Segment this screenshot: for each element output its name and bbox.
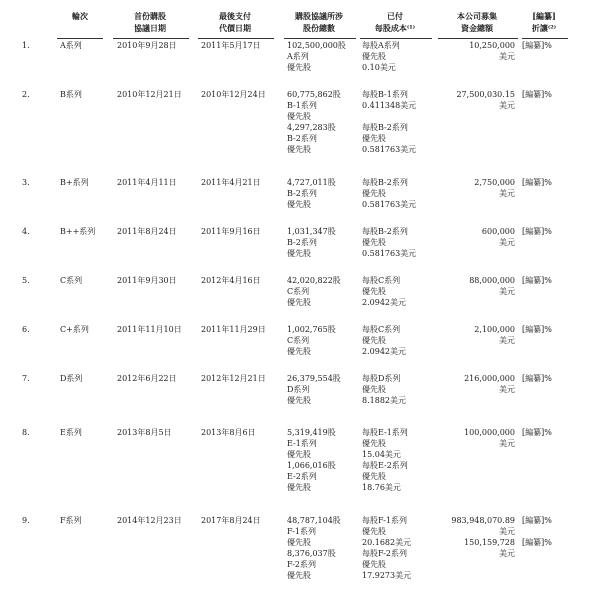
round-name: [60, 324, 110, 335]
round-name: [60, 275, 110, 286]
total-shares-line: 優先股: [287, 298, 311, 307]
cost-per-share-line: 優先股: [362, 527, 386, 536]
first-agreement-date: [117, 373, 197, 384]
last-payment-date-line: 2012年12月21日: [201, 374, 266, 383]
total-raised-line: 美元: [499, 101, 515, 110]
total-raised-line: 美元: [499, 287, 515, 296]
first-agreement-date-line: 2010年9月28日: [117, 41, 177, 50]
header-line: 代價日期: [219, 23, 251, 33]
last-payment-date-line: 2011年5月17日: [201, 41, 261, 50]
total-raised-line: 美元: [499, 52, 515, 61]
discount: [522, 373, 572, 384]
cost-per-share: [362, 177, 436, 210]
first-agreement-date: [117, 89, 197, 100]
cost-per-share-line: 優先股: [362, 472, 386, 481]
first-agreement-date-line: 2011年11月10日: [117, 325, 182, 334]
round-name-line: E系列: [60, 428, 82, 437]
cost-per-share: [362, 427, 436, 493]
total-raised-line: 美元: [499, 549, 515, 558]
total-shares-line: 4,297,283股: [287, 123, 336, 132]
row-number-line: 6.: [22, 325, 30, 334]
total-shares: [287, 177, 359, 210]
cost-per-share-line: 18.76美元: [362, 483, 401, 492]
total-raised: [430, 275, 515, 297]
total-shares-line: 優先股: [287, 249, 311, 258]
discount-line: [編纂]%: [522, 325, 552, 334]
total-shares-line: B-2系列: [287, 134, 317, 143]
total-raised-line: 美元: [499, 189, 515, 198]
cost-per-share-line: 每股B-1系列: [362, 90, 408, 99]
row-number-line: 2.: [22, 90, 30, 99]
cost-per-share-line: 2.0942美元: [362, 347, 406, 356]
row-number: [22, 515, 52, 526]
last-payment-date-line: 2013年8月6日: [201, 428, 256, 437]
cost-per-share-line: 0.581763美元: [362, 145, 417, 154]
total-shares-line: 優先股: [287, 571, 311, 580]
first-agreement-date-line: 2011年4月11日: [117, 178, 177, 187]
total-shares-line: C系列: [287, 336, 310, 345]
round-name: [60, 226, 110, 237]
header-line: 折讓⁽²⁾: [531, 23, 557, 33]
total-raised-line: 88,000,000: [469, 276, 515, 285]
total-raised: [430, 40, 515, 62]
row-number-line: 1.: [22, 41, 30, 50]
total-shares: [287, 324, 359, 357]
cost-per-share-line: 每股E-1系列: [362, 428, 408, 437]
total-raised-line: 983,948,070.89: [451, 516, 515, 525]
total-raised: [430, 373, 515, 395]
discount-line: [編纂]%: [522, 516, 552, 525]
last-payment-date-line: 2017年8月24日: [201, 516, 261, 525]
discount-line: [編纂]%: [522, 374, 552, 383]
last-payment-date: [201, 324, 281, 335]
total-shares-line: 優先股: [287, 483, 311, 492]
total-shares: [287, 89, 359, 155]
first-agreement-date: [117, 40, 197, 51]
cost-per-share-line: 每股B-2系列: [362, 227, 408, 236]
cost-per-share-line: 每股F-2系列: [362, 549, 407, 558]
total-raised-line: 美元: [499, 527, 515, 536]
row-number: [22, 373, 52, 384]
header-total-raised: [436, 10, 518, 34]
discount-line: [編纂]%: [522, 41, 552, 50]
round-name-line: C+系列: [60, 325, 89, 334]
cost-per-share-line: 優先股: [362, 439, 386, 448]
total-raised: [430, 515, 515, 559]
total-shares-line: 102,500,000股: [287, 41, 346, 50]
round-name: [60, 89, 110, 100]
discount: [522, 226, 572, 237]
cost-per-share-line: 每股D系列: [362, 374, 401, 383]
row-number: [22, 177, 52, 188]
total-shares-line: 60,775,862股: [287, 90, 341, 99]
total-shares: [287, 515, 359, 581]
cost-per-share-line: 0.581763美元: [362, 200, 417, 209]
total-shares-line: 優先股: [287, 63, 311, 72]
cost-per-share-line: 每股E-2系列: [362, 461, 408, 470]
cost-per-share-line: 優先股: [362, 385, 386, 394]
cost-per-share: [362, 89, 436, 155]
header-cost-per-share: [358, 10, 432, 34]
total-shares-line: 優先股: [287, 396, 311, 405]
total-shares-line: 優先股: [287, 112, 311, 121]
total-shares-line: 優先股: [287, 538, 311, 547]
total-raised-line: 600,000: [481, 227, 515, 236]
row-number-line: 7.: [22, 374, 30, 383]
round-name-line: F系列: [60, 516, 82, 525]
header-rule: [113, 38, 189, 39]
last-payment-date: [201, 226, 281, 237]
discount-line: [522, 526, 572, 537]
cost-per-share-line: 2.0942美元: [362, 298, 406, 307]
row-number: [22, 275, 52, 286]
cost-per-share-line: 優先股: [362, 336, 386, 345]
cost-per-share-line: 8.1882美元: [362, 396, 406, 405]
first-agreement-date-line: 2014年12月23日: [117, 516, 182, 525]
row-number: [22, 226, 52, 237]
cost-per-share-line: 每股B-2系列: [362, 178, 408, 187]
cost-per-share-line: 0.10美元: [362, 63, 396, 72]
total-shares-line: D系列: [287, 385, 310, 394]
last-payment-date-line: 2011年4月21日: [201, 178, 261, 187]
first-agreement-date: [117, 427, 197, 438]
first-agreement-date-line: 2013年8月5日: [117, 428, 172, 437]
total-shares-line: B-1系列: [287, 101, 317, 110]
cost-per-share-line: 每股F-1系列: [362, 516, 407, 525]
header-first-agreement-date: [110, 10, 190, 34]
discount: [522, 89, 572, 100]
total-raised: [430, 89, 515, 111]
total-shares-line: 5,319,419股: [287, 428, 336, 437]
first-agreement-date-line: 2011年8月24日: [117, 227, 177, 236]
row-number: [22, 40, 52, 51]
total-raised-line: 美元: [499, 439, 515, 448]
header-rule: [284, 38, 356, 39]
cost-per-share-line: 優先股: [362, 52, 386, 61]
header-line: 已付: [387, 11, 403, 21]
row-number-line: 5.: [22, 276, 30, 285]
cost-per-share-line: 優先股: [362, 560, 386, 569]
discount-line: [編纂]%: [522, 90, 552, 99]
header-line: 輪次: [72, 11, 88, 21]
total-shares-line: E-1系列: [287, 439, 317, 448]
cost-per-share: [362, 373, 436, 406]
total-raised: [430, 427, 515, 449]
total-shares: [287, 373, 359, 406]
total-shares: [287, 226, 359, 259]
cost-per-share: [362, 275, 436, 308]
row-number: [22, 324, 52, 335]
last-payment-date: [201, 89, 281, 100]
header-line: 每股成本⁽¹⁾: [374, 23, 416, 33]
cost-per-share-line: 20.1682美元: [362, 538, 412, 547]
first-agreement-date: [117, 275, 197, 286]
round-name-line: D系列: [60, 374, 83, 383]
cost-per-share: [362, 40, 436, 73]
round-name: [60, 40, 110, 51]
last-payment-date-line: 2011年11月29日: [201, 325, 266, 334]
total-raised-line: 美元: [499, 385, 515, 394]
total-raised-line: 2,750,000: [474, 178, 515, 187]
first-agreement-date-line: 2012年6月22日: [117, 374, 177, 383]
cost-per-share-line: 17.9273美元: [362, 571, 412, 580]
round-name-line: B系列: [60, 90, 82, 99]
header-rule: [198, 38, 274, 39]
last-payment-date: [201, 427, 281, 438]
total-shares-line: E-2系列: [287, 472, 317, 481]
cost-per-share-line: 每股B-2系列: [362, 123, 408, 132]
row-number-line: 8.: [22, 428, 30, 437]
row-number-line: 4.: [22, 227, 30, 236]
total-shares-line: 優先股: [287, 200, 311, 209]
round-name-line: B++系列: [60, 227, 96, 236]
header-line: 資金總額: [461, 23, 493, 33]
cost-per-share-line: [362, 111, 436, 122]
discount-line: [編纂]%: [522, 178, 552, 187]
first-agreement-date: [117, 515, 197, 526]
cost-per-share-line: 15.04美元: [362, 450, 401, 459]
discount: [522, 40, 572, 51]
cost-per-share-line: 優先股: [362, 134, 386, 143]
first-agreement-date: [117, 226, 197, 237]
total-shares: [287, 40, 359, 73]
cost-per-share-line: 每股C系列: [362, 276, 401, 285]
round-name: [60, 427, 110, 438]
cost-per-share-line: 優先股: [362, 238, 386, 247]
total-shares-line: 48,787,104股: [287, 516, 341, 525]
total-shares-line: F-1系列: [287, 527, 316, 536]
total-raised-line: 27,500,030.15: [456, 90, 515, 99]
total-shares-line: 1,002,765股: [287, 325, 336, 334]
round-name: [60, 177, 110, 188]
total-shares-line: C系列: [287, 287, 310, 296]
cost-per-share-line: 每股C系列: [362, 325, 401, 334]
total-shares-line: 優先股: [287, 450, 311, 459]
total-shares-line: B-2系列: [287, 238, 317, 247]
total-raised-line: 216,000,000: [464, 374, 515, 383]
header-line: [編纂]: [532, 11, 556, 21]
header-line: 最後支付: [219, 11, 251, 21]
header-rule: [522, 38, 568, 39]
cost-per-share-line: 0.411348美元: [362, 101, 417, 110]
header-rule: [438, 38, 518, 39]
header-line: 首份購股: [134, 11, 166, 21]
total-shares-line: 1,031,347股: [287, 227, 336, 236]
discount: [522, 177, 572, 188]
cost-per-share: [362, 515, 436, 581]
last-payment-date: [201, 515, 281, 526]
header-last-payment-date: [195, 10, 275, 34]
last-payment-date: [201, 40, 281, 51]
first-agreement-date-line: 2011年9月30日: [117, 276, 177, 285]
total-shares-line: 4,727,011股: [287, 178, 336, 187]
round-name-line: C系列: [60, 276, 83, 285]
total-shares: [287, 427, 359, 493]
header-rule: [57, 38, 103, 39]
cost-per-share-line: 優先股: [362, 189, 386, 198]
discount-line: [編纂]%: [522, 227, 552, 236]
header-line: 股份總數: [303, 23, 335, 33]
row-number-line: 3.: [22, 178, 30, 187]
total-raised-line: 美元: [499, 336, 515, 345]
total-raised: [430, 177, 515, 199]
last-payment-date-line: 2010年12月24日: [201, 90, 266, 99]
discount-line: [編纂]%: [522, 428, 552, 437]
last-payment-date: [201, 373, 281, 384]
header-rule: [360, 38, 432, 39]
cost-per-share-line: 優先股: [362, 287, 386, 296]
total-raised: [430, 226, 515, 248]
total-raised-line: 美元: [499, 238, 515, 247]
total-shares-line: 42,020,822股: [287, 276, 341, 285]
total-shares-line: 8,376,037股: [287, 549, 336, 558]
row-number: [22, 89, 52, 100]
round-name: [60, 373, 110, 384]
cost-per-share: [362, 226, 436, 259]
first-agreement-date-line: 2010年12月21日: [117, 90, 182, 99]
row-number-line: 9.: [22, 516, 30, 525]
total-shares: [287, 275, 359, 308]
discount: [522, 275, 572, 286]
total-raised-line: 150,159,728: [464, 538, 515, 547]
total-shares-line: 26,379,554股: [287, 374, 341, 383]
header-total-shares: [282, 10, 356, 34]
header-line: 本公司募集: [457, 11, 497, 21]
first-agreement-date: [117, 177, 197, 188]
header-line: 協議日期: [134, 23, 166, 33]
last-payment-date: [201, 177, 281, 188]
total-shares-line: 1,066,016股: [287, 461, 336, 470]
discount-line: [編纂]%: [522, 538, 552, 547]
total-raised-line: 2,100,000: [474, 325, 515, 334]
last-payment-date: [201, 275, 281, 286]
total-raised-line: 100,000,000: [464, 428, 515, 437]
cost-per-share-line: 每股A系列: [362, 41, 400, 50]
header-round: [55, 10, 105, 22]
total-shares-line: B-2系列: [287, 189, 317, 198]
row-number: [22, 427, 52, 438]
round-name-line: B+系列: [60, 178, 89, 187]
total-raised: [430, 324, 515, 346]
cost-per-share: [362, 324, 436, 357]
round-name: [60, 515, 110, 526]
first-agreement-date: [117, 324, 197, 335]
discount: [522, 324, 572, 335]
total-shares-line: 優先股: [287, 347, 311, 356]
last-payment-date-line: 2012年4月16日: [201, 276, 261, 285]
round-name-line: A系列: [60, 41, 82, 50]
discount-line: [編纂]%: [522, 276, 552, 285]
discount: [522, 515, 572, 548]
header-line: 購股協議所涉: [295, 11, 343, 21]
total-shares-line: F-2系列: [287, 560, 316, 569]
header-discount: [520, 10, 568, 34]
total-shares-line: A系列: [287, 52, 309, 61]
cost-per-share-line: 0.581763美元: [362, 249, 417, 258]
total-raised-line: 10,250,000: [469, 41, 515, 50]
discount: [522, 427, 572, 438]
last-payment-date-line: 2011年9月16日: [201, 227, 261, 236]
total-shares-line: 優先股: [287, 145, 311, 154]
